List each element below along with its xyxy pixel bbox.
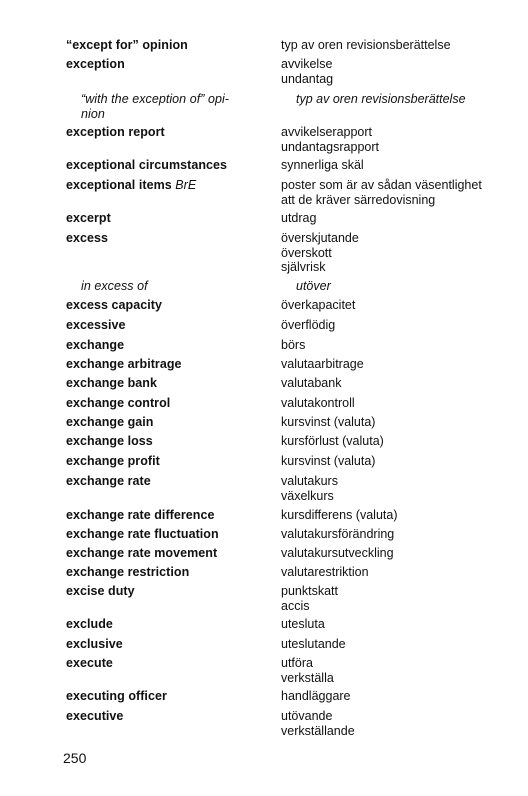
translation-line: valutakursutveckling — [281, 546, 394, 560]
entry-term — [66, 231, 266, 246]
entry-term — [66, 338, 266, 353]
translation-line: utövande — [281, 709, 333, 723]
translation-line: överskjutande — [281, 231, 359, 245]
translation-line: valutaarbitrage — [281, 357, 364, 371]
entry-term — [81, 279, 266, 294]
entry-term-text: exception — [66, 57, 125, 71]
translation-line: självrisk — [281, 260, 326, 274]
entry-term-text: exclude — [66, 617, 113, 631]
entry-term-text: in excess of — [81, 279, 148, 293]
entry-translation — [281, 527, 521, 542]
translation-line: valutarestriktion — [281, 565, 369, 579]
entry-term-text: exchange rate — [66, 474, 151, 488]
entry-term — [66, 454, 266, 469]
entry-term-text: exceptional items — [66, 178, 172, 192]
entry-term — [66, 656, 266, 671]
entry-term — [66, 546, 266, 561]
entry-translation — [281, 318, 521, 333]
translation-line: börs — [281, 338, 306, 352]
entry-term — [66, 434, 266, 449]
entry-translation — [281, 338, 521, 353]
translation-line: valutakursförändring — [281, 527, 395, 541]
entry-term-text: “except for” opinion — [66, 38, 188, 52]
entry-term — [66, 584, 266, 599]
entry-term-text: exchange rate difference — [66, 508, 215, 522]
entry-term — [81, 92, 266, 122]
entry-term-text: exchange bank — [66, 376, 157, 390]
translation-line: punktskatt — [281, 584, 338, 598]
entry-term — [66, 415, 266, 430]
translation-line: valutakurs — [281, 474, 338, 488]
entry-translation — [281, 158, 521, 173]
entry-translation — [281, 298, 521, 313]
entry-term — [66, 689, 266, 704]
entry-term — [66, 709, 266, 724]
entry-term-text: exchange rate fluctuation — [66, 527, 219, 541]
entry-translation — [281, 617, 521, 632]
entry-translation — [281, 38, 521, 53]
entry-term — [66, 396, 266, 411]
entry-term — [66, 318, 266, 333]
entry-term-text: exception report — [66, 125, 165, 139]
translation-line: att de kräver särredovisning — [281, 192, 436, 207]
translation-line: valutakontroll — [281, 396, 355, 410]
entry-term — [66, 57, 266, 72]
translation-line: uteslutande — [281, 637, 346, 651]
entry-term — [66, 38, 266, 53]
entry-term — [66, 508, 266, 523]
entry-term-text: excess capacity — [66, 298, 162, 312]
entry-translation — [281, 178, 521, 207]
page-number: 250 — [63, 750, 87, 766]
entry-term — [66, 298, 266, 313]
entry-translation — [281, 709, 521, 738]
entry-translation — [281, 656, 521, 685]
translation-line: överflödig — [281, 318, 336, 332]
translation-line: utdrag — [281, 211, 317, 225]
entry-translation — [281, 57, 521, 86]
translation-line: utöver — [296, 279, 331, 293]
entry-term — [66, 637, 266, 652]
entry-term-text: exchange — [66, 338, 125, 352]
entry-translation — [281, 689, 521, 704]
entry-term — [66, 527, 266, 542]
entry-term — [66, 158, 266, 173]
translation-line: verkställa — [281, 670, 334, 685]
entry-term-region: BrE — [175, 178, 197, 192]
entry-translation — [281, 376, 521, 391]
entry-translation — [281, 474, 521, 503]
entry-term-line: “with the exception of” opi- — [81, 92, 229, 106]
entry-term — [66, 617, 266, 632]
entry-translation — [281, 546, 521, 561]
entry-translation — [281, 396, 521, 411]
entry-term — [66, 178, 266, 193]
entry-term-text: exchange arbitrage — [66, 357, 182, 371]
entry-translation — [281, 584, 521, 613]
entry-term-text: excise duty — [66, 584, 135, 598]
entry-translation — [281, 637, 521, 652]
translation-line: utesluta — [281, 617, 325, 631]
entry-term-text: exchange profit — [66, 454, 160, 468]
entry-term-text: exchange loss — [66, 434, 153, 448]
translation-line: växelkurs — [281, 488, 334, 503]
entry-term-text: executing officer — [66, 689, 167, 703]
translation-line: undantag — [281, 71, 334, 86]
translation-line: kursförlust (valuta) — [281, 434, 384, 448]
entry-translation — [281, 125, 521, 154]
entry-term — [66, 474, 266, 489]
entry-term-text: exchange rate movement — [66, 546, 218, 560]
entry-term-text: exchange control — [66, 396, 171, 410]
translation-line: utföra — [281, 656, 313, 670]
entry-translation — [281, 434, 521, 449]
translation-line: valutabank — [281, 376, 342, 390]
translation-line: verkställande — [281, 723, 355, 738]
entry-term-text: executive — [66, 709, 124, 723]
translation-line: kursvinst (valuta) — [281, 415, 376, 429]
entry-term-text: excerpt — [66, 211, 111, 225]
translation-line: handläggare — [281, 689, 351, 703]
translation-line: undantagsrapport — [281, 139, 379, 154]
entry-term-text: exchange gain — [66, 415, 154, 429]
entry-term-text: excessive — [66, 318, 126, 332]
entry-term — [66, 125, 266, 140]
translation-line: överkapacitet — [281, 298, 356, 312]
entry-translation — [281, 565, 521, 580]
translation-line: synnerliga skäl — [281, 158, 364, 172]
entry-term — [66, 357, 266, 372]
entry-term-text: excess — [66, 231, 109, 245]
translation-line: typ av oren revisionsberättelse — [296, 92, 466, 106]
entry-term-text: execute — [66, 656, 113, 670]
entry-translation — [281, 415, 521, 430]
entry-term-line: nion — [81, 107, 105, 121]
translation-line: accis — [281, 598, 310, 613]
entry-translation — [296, 92, 528, 107]
translation-line: kursvinst (valuta) — [281, 454, 376, 468]
entry-term-text: exclusive — [66, 637, 123, 651]
entry-translation — [281, 454, 521, 469]
entry-term-text: exchange restriction — [66, 565, 190, 579]
translation-line: överskott — [281, 245, 332, 260]
entry-term — [66, 376, 266, 391]
entry-term — [66, 565, 266, 580]
translation-line: avvikelserapport — [281, 125, 373, 139]
translation-line: kursdifferens (valuta) — [281, 508, 398, 522]
entry-term-text: exceptional circumstances — [66, 158, 228, 172]
translation-line: poster som är av sådan väsentlighet — [281, 178, 482, 192]
entry-translation — [296, 279, 528, 294]
entry-translation — [281, 357, 521, 372]
entry-translation — [281, 211, 521, 226]
entry-translation — [281, 508, 521, 523]
translation-line: avvikelse — [281, 57, 333, 71]
translation-line: typ av oren revisionsberättelse — [281, 38, 451, 52]
entry-translation — [281, 231, 521, 275]
entry-term — [66, 211, 266, 226]
